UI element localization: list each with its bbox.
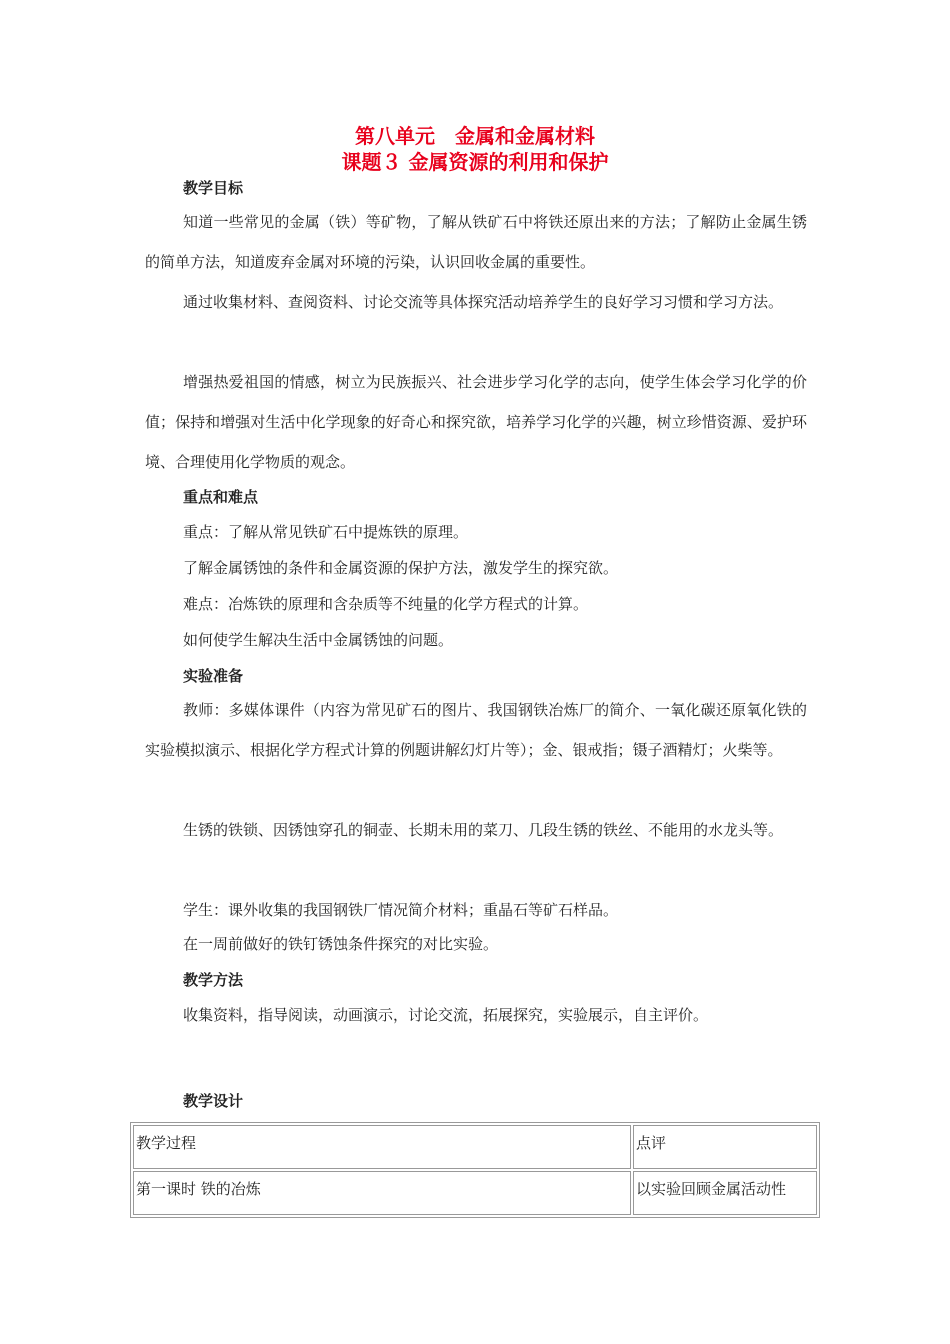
key-point-line-3: 难点：冶炼铁的原理和含杂质等不纯量的化学方程式的计算。 [183, 595, 589, 613]
design-heading: 教学设计 [183, 1092, 244, 1110]
methods-line-1: 收集资料，指导阅读，动画演示，讨论交流，拓展探究，实验展示，自主评价。 [183, 1006, 709, 1024]
objectives-paragraph-3: 增强热爱祖国的情感，树立为民族振兴、社会进步学习化学的志向，使学生体会学习化学的价值；保持和增强对生活中化学现象的好奇心和探究欲，培养学习化学的兴趣，树立珍惜资源、爱护环境、合理使用化学物质的观念。 [145, 373, 807, 471]
preparation-line-1: 学生：课外收集的我国钢铁厂情况简介材料；重晶石等矿石样品。 [183, 901, 619, 919]
key-points-heading: 重点和难点 [183, 488, 259, 506]
lesson-title: 课题３ 金属资源的利用和保护 [341, 150, 609, 174]
table-cell-process: 第一课时 铁的冶炼 [133, 1171, 631, 1215]
preparation-paragraph-1: 教师：多媒体课件（内容为常见矿石的图片、我国钢铁冶炼厂的简介、一氧化碳还原氧化铁的实验模拟演示、根据化学方程式计算的例题讲解幻灯片等）；金、银戒指；镊子酒精灯；火柴等。 [145, 701, 807, 759]
objectives-paragraph-1: 知道一些常见的金属（铁）等矿物，了解从铁矿石中将铁还原出来的方法；了解防止金属生锈的简单方法，知道废弃金属对环境的污染，认识回收金属的重要性。 [145, 213, 807, 271]
preparation-heading: 实验准备 [183, 667, 244, 685]
key-point-line-4: 如何使学生解决生活中金属锈蚀的问题。 [183, 631, 454, 649]
key-point-line-1: 重点：了解从常见铁矿石中提炼铁的原理。 [183, 523, 469, 541]
table-header-process: 教学过程 [133, 1125, 631, 1169]
table-row [133, 1125, 817, 1169]
methods-heading: 教学方法 [183, 971, 244, 989]
table-row [133, 1171, 817, 1215]
unit-title: 第八单元 金属和金属材料 [355, 124, 595, 148]
preparation-line-2: 在一周前做好的铁钉锈蚀条件探究的对比实验。 [183, 935, 499, 953]
preparation-paragraph-2: 生锈的铁锁、因锈蚀穿孔的铜壶、长期未用的菜刀、几段生锈的铁丝、不能用的水龙头等。 [183, 821, 784, 839]
table-header-comment: 点评 [633, 1125, 817, 1169]
teaching-design-table [130, 1122, 820, 1218]
objectives-heading: 教学目标 [183, 179, 244, 197]
key-point-line-2: 了解金属锈蚀的条件和金属资源的保护方法，激发学生的探究欲。 [183, 559, 619, 577]
table-cell-comment: 以实验回顾金属活动性 [633, 1171, 817, 1215]
objectives-paragraph-2: 通过收集材料、查阅资料、讨论交流等具体探究活动培养学生的良好学习习惯和学习方法。 [183, 293, 784, 311]
